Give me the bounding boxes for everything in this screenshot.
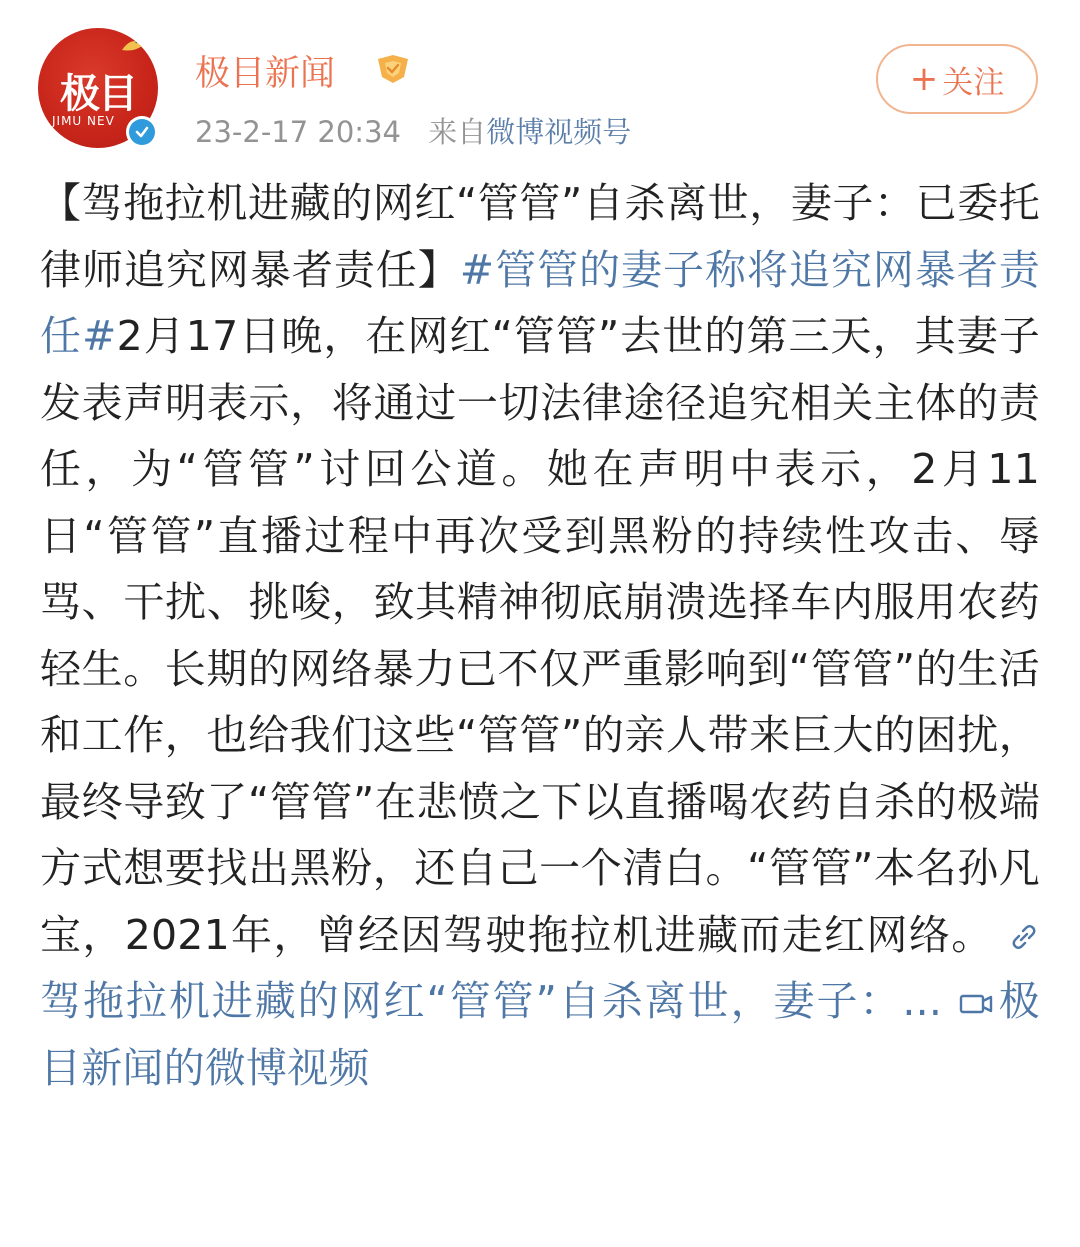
post-header — [0, 0, 1080, 160]
follow-button-label: 关注 — [942, 64, 1005, 101]
post-timestamp: 23-2-17 20:34 — [195, 115, 401, 149]
video-link-text: 极目新闻的微博视频 — [40, 977, 1040, 1092]
post-source-link[interactable]: 微博视频号 — [486, 115, 632, 149]
verified-icon — [126, 116, 158, 148]
account-name[interactable]: 极目新闻 — [195, 54, 336, 94]
post-body: 2月17日晚，在网红“管管”去世的第三天，其妻子发表声明表示，将通过一切法律途径追究相关主体的责任，为“管管”讨回公道。她在声明中表示，2月11日“管管”直播过程中再次受到黑粉的持续性攻击、辱骂、干扰、挑唆，致其精神彻底崩溃选择车内服用农药轻生。长期的网络暴力已不仅严重影响到“管管”的生活和工作，也给我们这些“管管”的亲人带来巨大的困扰，最终导致了“管管”在悲愤之下以直播喝农药自杀的极端方式想要找出黑粉，还自己一个清白。“管管”本名孙凡宝，2021年，曾经因驾驶拖拉机进藏而走红网络。 — [40, 312, 1040, 959]
video-icon — [957, 987, 997, 1019]
avatar-logo-text: 极目 — [60, 70, 136, 117]
source-prefix: 来自 — [428, 115, 487, 149]
post-meta — [195, 110, 631, 151]
medal-icon — [374, 53, 412, 85]
link-icon — [1008, 921, 1040, 953]
post-content — [40, 170, 1040, 1101]
article-link-text: 驾拖拉机进藏的网红“管管”自杀离世，妻子：... — [40, 977, 943, 1025]
post-title: 【驾拖拉机进藏的网红“管管”自杀离世，妻子：已委托律师追究网暴者责任】 — [40, 179, 1040, 294]
follow-button[interactable] — [876, 44, 1038, 114]
plus-icon: + — [909, 59, 939, 99]
bird-logo-icon — [120, 32, 154, 56]
avatar-logo-subtext: JIMU NEV — [52, 114, 115, 128]
topic-hashtag[interactable]: #管管的妻子称将追究网暴者责任# — [40, 245, 1041, 360]
